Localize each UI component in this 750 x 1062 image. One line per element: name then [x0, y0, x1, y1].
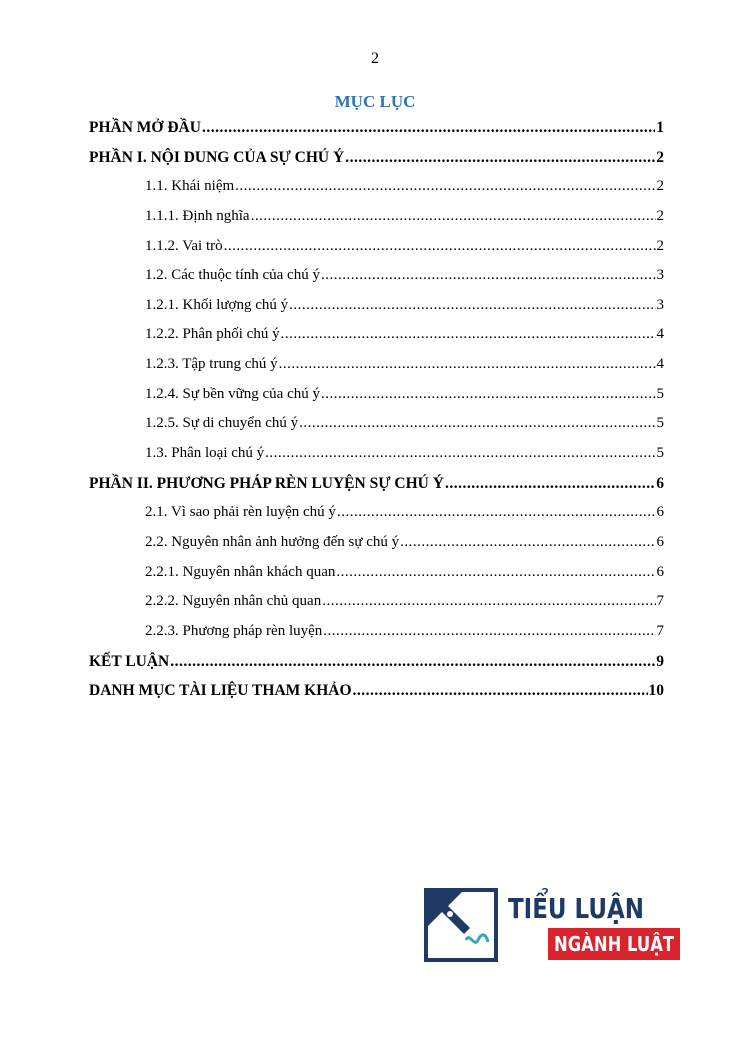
logo-text-bottom: NGÀNH LUẬT: [554, 932, 675, 956]
toc-leader-dots: [202, 119, 655, 137]
toc-entry-text: 1.2.5. Sự di chuyển chú ý: [145, 415, 299, 432]
toc-entry-text: 1.1. Khái niệm: [145, 178, 235, 195]
toc-entry-page: 3: [656, 267, 664, 284]
toc-entry-text: 2.2.3. Phương pháp rèn luyện: [145, 622, 323, 639]
toc-leader-dots: [289, 297, 655, 314]
toc-title: MỤC LỤC: [334, 92, 416, 111]
toc-entry-text: 1.2.1. Khối lượng chú ý: [145, 296, 289, 313]
toc-entry-text: 1.1.2. Vai trò: [145, 237, 223, 254]
toc-entry[interactable]: [89, 475, 664, 505]
toc-entry-text: PHẦN II. PHƯƠNG PHÁP RÈN LUYỆN SỰ CHÚ Ý: [89, 474, 444, 492]
toc-entry-page: 6: [656, 474, 664, 492]
toc-entry-page: 7: [656, 622, 664, 639]
toc-leader-dots: [279, 356, 656, 373]
toc-entry[interactable]: [89, 386, 664, 416]
toc-entry-page: 6: [656, 504, 664, 521]
page-number: 2: [371, 50, 379, 67]
logo-badge: [548, 928, 680, 960]
table-of-contents: [89, 119, 664, 712]
toc-entry-text: KẾT LUẬN: [89, 652, 170, 670]
toc-entry[interactable]: [89, 356, 664, 386]
toc-entry-page: 2: [656, 237, 664, 254]
toc-entry-page: 2: [656, 207, 664, 224]
toc-entry[interactable]: [89, 653, 664, 683]
toc-entry[interactable]: [89, 593, 664, 623]
toc-entry[interactable]: [89, 682, 664, 712]
toc-entry[interactable]: [89, 564, 664, 594]
toc-entry-page: 5: [656, 415, 664, 432]
toc-entry[interactable]: [89, 208, 664, 238]
toc-entry-page: 4: [656, 356, 664, 373]
toc-entry-page: 10: [648, 682, 664, 700]
toc-entry-page: 2: [656, 178, 664, 195]
toc-entry[interactable]: [89, 504, 664, 534]
toc-entry-page: 6: [656, 533, 664, 550]
toc-entry-text: 2.1. Vì sao phải rèn luyện chú ý: [145, 504, 336, 521]
toc-entry[interactable]: [89, 326, 664, 356]
toc-leader-dots: [251, 208, 656, 225]
toc-leader-dots: [321, 267, 656, 284]
toc-leader-dots: [336, 564, 655, 581]
toc-entry[interactable]: [89, 149, 664, 179]
toc-entry[interactable]: [89, 119, 664, 149]
toc-entry-text: 2.2. Nguyên nhân ảnh hưởng đến sự chú ý: [145, 533, 400, 550]
toc-leader-dots: [323, 623, 655, 640]
toc-entry-text: 2.2.2. Nguyên nhân chủ quan: [145, 593, 322, 610]
toc-entry-text: 1.2. Các thuộc tính của chú ý: [145, 267, 320, 284]
toc-entry-page: 9: [656, 652, 664, 670]
toc-entry-page: 4: [656, 326, 664, 343]
toc-leader-dots: [321, 386, 656, 403]
toc-leader-dots: [353, 682, 648, 700]
toc-leader-dots: [224, 238, 656, 255]
toc-entry[interactable]: [89, 238, 664, 268]
toc-entry[interactable]: [89, 415, 664, 445]
toc-leader-dots: [400, 534, 655, 551]
toc-leader-dots: [445, 475, 655, 493]
toc-entry-page: 5: [656, 445, 664, 462]
toc-entry-page: 1: [656, 119, 664, 136]
toc-leader-dots: [299, 415, 655, 432]
toc-entry-text: 2.2.1. Nguyên nhân khách quan: [145, 563, 336, 580]
toc-entry-text: 1.1.1. Định nghĩa: [145, 207, 250, 224]
toc-entry-page: 7: [656, 593, 664, 610]
toc-leader-dots: [265, 445, 655, 462]
toc-entry[interactable]: [89, 267, 664, 297]
logo: [424, 888, 675, 966]
toc-entry-page: 2: [656, 148, 664, 166]
toc-leader-dots: [337, 504, 656, 521]
toc-leader-dots: [170, 653, 655, 671]
toc-entry[interactable]: [89, 445, 664, 475]
toc-entry-text: 1.2.2. Phân phối chú ý: [145, 326, 280, 343]
pen-nib-icon: [424, 888, 498, 962]
toc-entry[interactable]: [89, 623, 664, 653]
toc-entry-page: 5: [656, 385, 664, 402]
toc-entry-page: 3: [656, 296, 664, 313]
toc-leader-dots: [281, 326, 656, 343]
toc-entry-text: PHẦN MỞ ĐẦU: [89, 119, 201, 136]
toc-entry[interactable]: [89, 297, 664, 327]
toc-entry-page: 6: [656, 563, 664, 580]
toc-entry-text: DANH MỤC TÀI LIỆU THAM KHẢO: [89, 682, 352, 700]
toc-entry-text: 1.3. Phân loại chú ý: [145, 445, 265, 462]
toc-leader-dots: [322, 593, 655, 610]
toc-entry[interactable]: [89, 534, 664, 564]
toc-leader-dots: [345, 149, 655, 167]
toc-entry[interactable]: [89, 178, 664, 208]
toc-entry-text: 1.2.3. Tập trung chú ý: [145, 356, 278, 373]
toc-entry-text: 1.2.4. Sự bền vững của chú ý: [145, 385, 320, 402]
logo-text-top: TIỂU LUẬN: [508, 892, 644, 925]
toc-leader-dots: [235, 178, 655, 195]
toc-entry-text: PHẦN I. NỘI DUNG CỦA SỰ CHÚ Ý: [89, 148, 345, 166]
